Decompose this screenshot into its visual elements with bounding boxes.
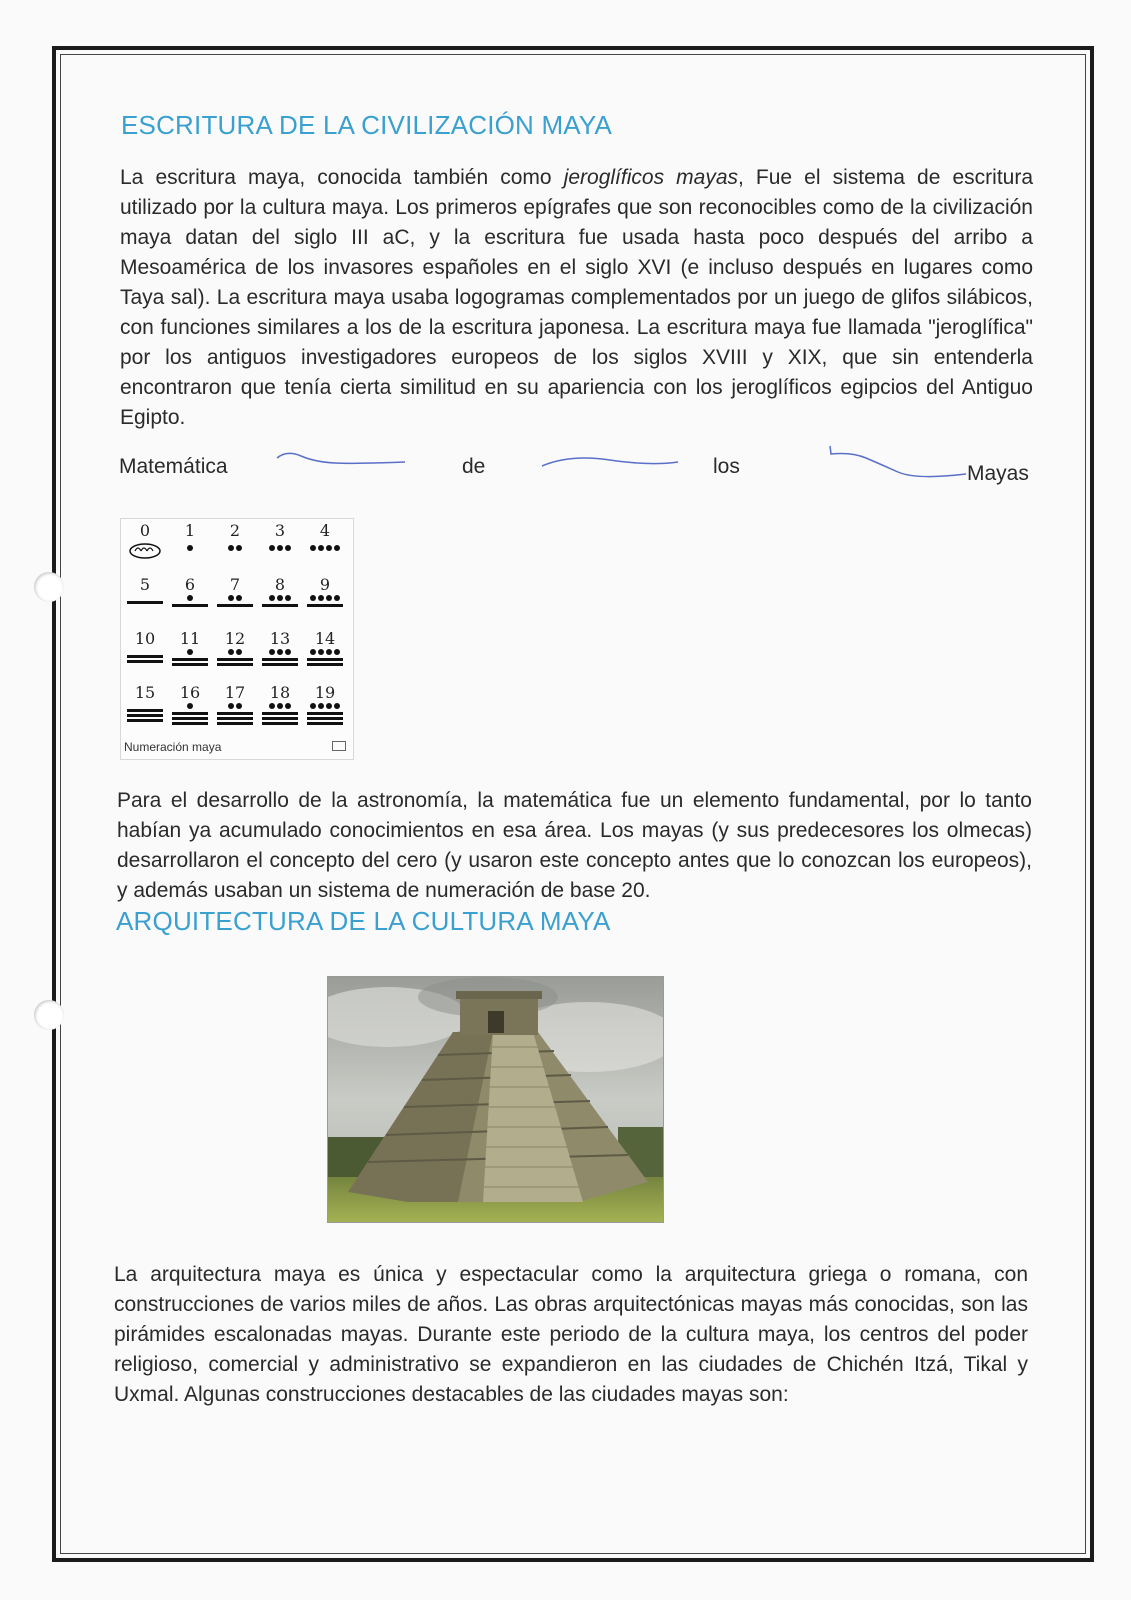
numeral-glyph — [170, 703, 210, 731]
maya-numeral-12 — [213, 629, 257, 681]
numeral-glyph — [260, 703, 300, 731]
numeral-glyph — [305, 649, 345, 677]
numeral-bar — [262, 717, 298, 720]
pen-stroke-3 — [828, 444, 968, 478]
numeral-bar — [307, 658, 343, 661]
numeral-dot — [269, 545, 275, 551]
numeral-dot — [334, 649, 340, 655]
numeral-bar — [172, 712, 208, 715]
maya-numeral-18 — [258, 683, 302, 735]
numeral-glyph — [125, 541, 165, 569]
numeral-label: 4 — [319, 521, 331, 540]
punch-hole-bottom — [34, 1000, 64, 1030]
numeral-glyph — [170, 595, 210, 623]
numeral-glyph — [125, 703, 165, 731]
numeral-caption: Numeración maya — [124, 740, 222, 754]
numeral-bar — [307, 604, 343, 607]
math-line-word-1: Matemática — [119, 455, 228, 478]
enlarge-icon — [332, 741, 346, 751]
numeral-glyph — [215, 541, 255, 569]
maya-numeral-14 — [303, 629, 347, 681]
maya-numeral-8 — [258, 575, 302, 627]
numeral-label: 14 — [314, 629, 336, 648]
numeral-dot — [334, 595, 340, 601]
matematica-paragraph: Para el desarrollo de la astronomía, la matemática fue un elemento fundamental, por lo tanto habían ya acumulado conocimientos en esa área. Los mayas (y sus predecesores los olmecas) desarrollaron el concepto del cero (y usaron este concepto antes que lo conozcan los europeos), y además usaban un sistema de numeración de base 20. — [117, 789, 1032, 902]
numeral-glyph — [170, 541, 210, 569]
numeral-glyph — [215, 649, 255, 677]
numeral-bar — [262, 658, 298, 661]
numeral-dot — [228, 703, 234, 709]
numeral-label: 5 — [139, 575, 151, 594]
numeral-dot — [277, 595, 283, 601]
escritura-paragraph-emphasis: jeroglíficos mayas — [563, 166, 738, 189]
numeral-glyph — [260, 541, 300, 569]
escritura-paragraph-start: La escritura maya, conocida también como — [120, 166, 564, 189]
numeral-bar — [307, 663, 343, 666]
pyramid-illustration — [328, 977, 663, 1222]
maya-numeral-10 — [123, 629, 167, 681]
numeral-label: 16 — [179, 683, 201, 702]
numeral-bar — [172, 658, 208, 661]
numeral-bar — [127, 660, 163, 663]
numeral-dot — [236, 545, 242, 551]
maya-numeral-13 — [258, 629, 302, 681]
maya-numeral-2 — [213, 521, 257, 573]
numeral-dot — [187, 703, 193, 709]
maya-numeral-16 — [168, 683, 212, 735]
numeral-dot — [228, 649, 234, 655]
numeral-dot — [318, 595, 324, 601]
numeral-dot — [236, 595, 242, 601]
numeral-bar — [217, 604, 253, 607]
maya-numeral-17 — [213, 683, 257, 735]
pyramid-photo — [327, 976, 664, 1223]
numeral-label: 19 — [314, 683, 336, 702]
pen-stroke-1 — [275, 448, 410, 473]
numeral-dot — [269, 595, 275, 601]
numeral-bar — [262, 663, 298, 666]
numeral-glyph — [215, 595, 255, 623]
escritura-paragraph-rest: , Fue el sistema de escritura utilizado por la cultura maya. Los primeros epígrafes que son reconocibles como de la civilización maya datan del siglo III aC, y la escritura fue usada hasta poco después del arribo a Mesoamérica de los invasores españoles en el siglo XVI (e incluso después en lugares como Taya sal). La escritura maya usaba logogramas complementados por un juego de glifos silábicos, con funciones similares a los de la escritura japonesa. La escritura maya fue llamada "jeroglífica" por los antiguos investigadores europeos de los siglos XVIII y XIX, que sin entenderla encontraron que tenía cierta similitud en su apariencia con los jeroglíficos egipcios del Antiguo Egipto. — [120, 166, 1034, 429]
numeral-glyph — [170, 649, 210, 677]
math-line-word-2: de — [462, 455, 486, 478]
numeral-dot — [269, 649, 275, 655]
numeral-dot — [187, 649, 193, 655]
numeral-bar — [307, 722, 343, 725]
numeral-label: 7 — [229, 575, 241, 594]
numeral-bar — [127, 714, 163, 717]
numeral-dot — [334, 545, 340, 551]
numeral-label: 10 — [134, 629, 156, 648]
numeral-dot — [318, 649, 324, 655]
numeral-dot — [310, 595, 316, 601]
numeral-bar — [262, 722, 298, 725]
math-line-word-4: Mayas — [967, 462, 1029, 485]
maya-numeral-7 — [213, 575, 257, 627]
numeral-label: 0 — [139, 521, 151, 540]
numeral-glyph — [125, 649, 165, 677]
pen-stroke-2 — [540, 448, 680, 473]
numeral-dot — [236, 649, 242, 655]
maya-numeral-figure — [120, 518, 354, 760]
numeral-dot — [285, 595, 291, 601]
numeral-bar — [262, 604, 298, 607]
maya-numeral-19 — [303, 683, 347, 735]
numeral-glyph — [260, 649, 300, 677]
numeral-dot — [310, 703, 316, 709]
numeral-label: 17 — [224, 683, 246, 702]
numeral-dot — [285, 545, 291, 551]
maya-numeral-11 — [168, 629, 212, 681]
numeral-label: 2 — [229, 521, 241, 540]
numeral-dot — [236, 703, 242, 709]
numeral-label: 6 — [184, 575, 196, 594]
numeral-bar — [127, 601, 163, 604]
numeral-dot — [326, 545, 332, 551]
numeral-bar — [217, 717, 253, 720]
numeral-dot — [318, 545, 324, 551]
numeral-dot — [285, 649, 291, 655]
maya-numeral-6 — [168, 575, 212, 627]
numeral-dot — [277, 545, 283, 551]
numeral-bar — [172, 722, 208, 725]
numeral-label: 9 — [319, 575, 331, 594]
numeral-bar — [127, 709, 163, 712]
numeral-dot — [277, 649, 283, 655]
numeral-dot — [269, 703, 275, 709]
numeral-dot — [228, 545, 234, 551]
section-title-escritura: ESCRITURA DE LA CIVILIZACIÓN MAYA — [121, 110, 613, 140]
numeral-bar — [127, 719, 163, 722]
numeral-glyph — [215, 703, 255, 731]
numeral-bar — [217, 722, 253, 725]
numeral-bar — [127, 655, 163, 658]
numeral-label: 3 — [274, 521, 286, 540]
numeral-label: 13 — [269, 629, 291, 648]
maya-numeral-4 — [303, 521, 347, 573]
numeral-bar — [217, 712, 253, 715]
maya-numeral-5 — [123, 575, 167, 627]
numeral-dot — [326, 703, 332, 709]
numeral-bar — [262, 712, 298, 715]
arquitectura-paragraph: La arquitectura maya es única y espectacular como la arquitectura griega o romana, con construcciones de varios miles de años. Las obras arquitectónicas mayas más conocidas, son las pirámides escalonadas mayas. Durante este periodo de la cultura maya, los centros del poder religioso, comercial y administrativo se expandieron en las ciudades de Chichén Itzá, Tikal y Uxmal. Algunas construcciones destacables de las ciudades mayas son: — [114, 1263, 1028, 1406]
numeral-label: 12 — [224, 629, 246, 648]
numeral-bar — [172, 604, 208, 607]
numeral-dot — [310, 649, 316, 655]
numeral-dot — [334, 703, 340, 709]
numeral-glyph — [260, 595, 300, 623]
numeral-label: 11 — [179, 629, 201, 648]
numeral-dot — [228, 595, 234, 601]
numeral-bar — [307, 717, 343, 720]
numeral-glyph — [305, 541, 345, 569]
numeral-dot — [318, 703, 324, 709]
math-line-word-3: los — [713, 455, 740, 478]
numeral-label: 8 — [274, 575, 286, 594]
numeral-dot — [326, 595, 332, 601]
numeral-bar — [307, 712, 343, 715]
maya-numeral-1 — [168, 521, 212, 573]
escritura-paragraph — [120, 163, 1033, 433]
numeral-dot — [285, 703, 291, 709]
maya-numeral-3 — [258, 521, 302, 573]
numeral-glyph — [305, 595, 345, 623]
numeral-dot — [277, 703, 283, 709]
numeral-bar — [217, 663, 253, 666]
numeral-dot — [310, 545, 316, 551]
maya-numeral-15 — [123, 683, 167, 735]
numeral-glyph — [125, 595, 165, 623]
numeral-glyph — [305, 703, 345, 731]
numeral-label: 1 — [184, 521, 196, 540]
maya-numeral-0 — [123, 521, 167, 573]
section-title-arquitectura: ARQUITECTURA DE LA CULTURA MAYA — [116, 906, 611, 936]
numeral-bar — [217, 658, 253, 661]
numeral-label: 18 — [269, 683, 291, 702]
maya-numeral-9 — [303, 575, 347, 627]
numeral-dot — [187, 545, 193, 551]
numeral-label: 15 — [134, 683, 156, 702]
numeral-dot — [187, 595, 193, 601]
punch-hole-top — [34, 572, 64, 602]
numeral-bar — [172, 663, 208, 666]
shell-zero-icon — [125, 541, 165, 561]
numeral-dot — [326, 649, 332, 655]
numeral-bar — [172, 717, 208, 720]
